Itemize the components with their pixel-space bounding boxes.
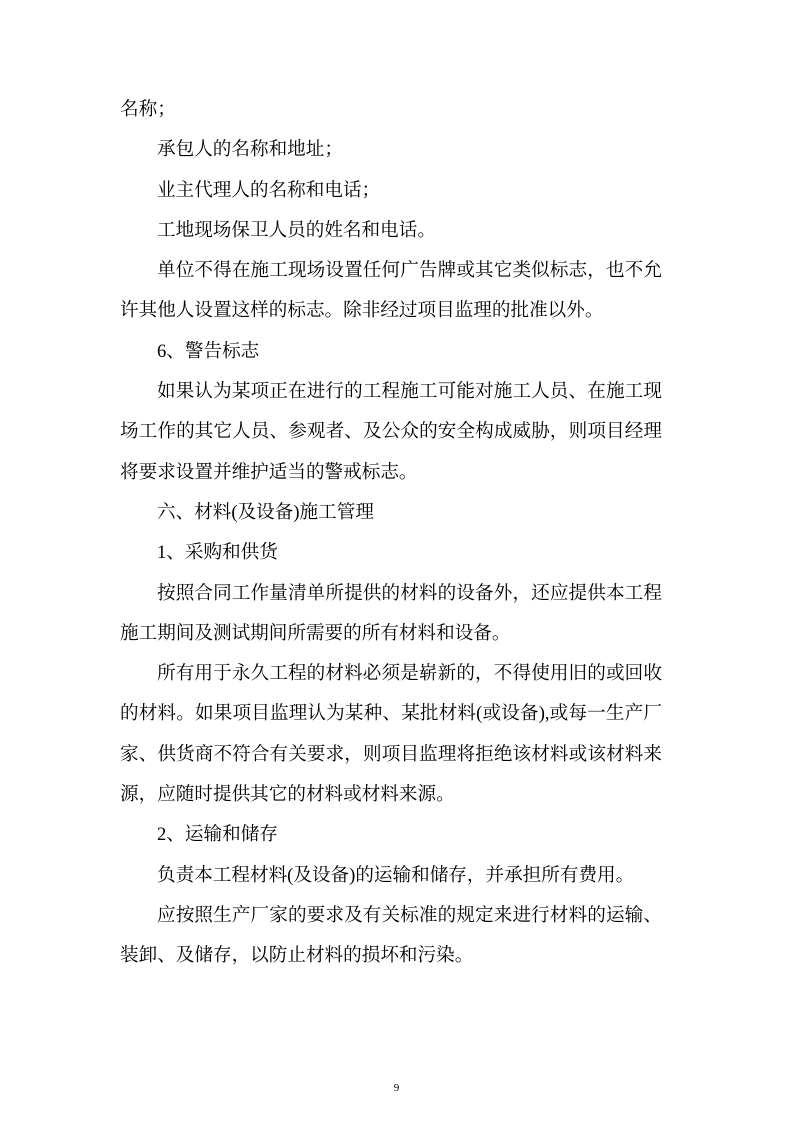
text-line: 6、警告标志: [157, 340, 260, 362]
text-line: 的材料。如果项目监理认为某种、某批材料(或设备),或每一生产厂: [120, 703, 662, 725]
text-line: 按照合同工作量清单所提供的材料的设备外，还应提供本工程: [157, 582, 662, 604]
text-line: 源，应随时提供其它的材料或材料来源。: [120, 784, 455, 806]
document-body: [120, 90, 662, 977]
text-line: 六、材料(及设备)施工管理: [157, 501, 374, 523]
paragraph: [120, 574, 662, 655]
text-line: 许其他人设置这样的标志。除非经过项目监理的批准以外。: [120, 300, 604, 322]
paragraph: [120, 856, 662, 896]
text-line: 应按照生产厂家的要求及有关标准的规定来进行材料的运输、: [157, 904, 662, 926]
paragraph: [120, 90, 662, 130]
text-line: 如果认为某项正在进行的工程施工可能对施工人员、在施工现: [157, 381, 662, 403]
text-line: 2、运输和储存: [157, 824, 278, 846]
text-line: 工地现场保卫人员的姓名和电话。: [157, 219, 436, 241]
paragraph: [120, 533, 662, 573]
text-line: 1、采购和供货: [157, 542, 278, 564]
text-line: 名称；: [120, 99, 176, 120]
paragraph: [120, 372, 662, 493]
paragraph: [120, 211, 662, 251]
text-line: 承包人的名称和地址；: [157, 139, 343, 161]
text-line: 施工期间及测试期间所需要的所有材料和设备。: [120, 622, 511, 644]
text-line: 场工作的其它人员、参观者、及公众的安全构成威胁，则项目经理: [120, 421, 662, 443]
paragraph: [120, 896, 662, 977]
text-line: 家、供货商不符合有关要求，则项目监理将拒绝该材料或该材料来: [120, 743, 662, 765]
paragraph: [120, 654, 662, 815]
paragraph: [120, 493, 662, 533]
text-line: 将要求设置并维护适当的警戒标志。: [120, 461, 418, 483]
paragraph: [120, 332, 662, 372]
page-number: 9: [393, 1082, 400, 1094]
text-line: 装卸、及储存，以防止材料的损坏和污染。: [120, 945, 474, 967]
paragraph: [120, 251, 662, 332]
text-line: 所有用于永久工程的材料必须是崭新的，不得使用旧的或回收: [157, 663, 662, 685]
paragraph: [120, 130, 662, 170]
text-line: 单位不得在施工现场设置任何广告牌或其它类似标志，也不允: [157, 260, 662, 282]
paragraph: [120, 815, 662, 855]
paragraph: [120, 171, 662, 211]
text-line: 负责本工程材料(及设备)的运输和储存，并承担所有费用。: [157, 864, 635, 886]
text-line: 业主代理人的名称和电话；: [157, 179, 381, 201]
